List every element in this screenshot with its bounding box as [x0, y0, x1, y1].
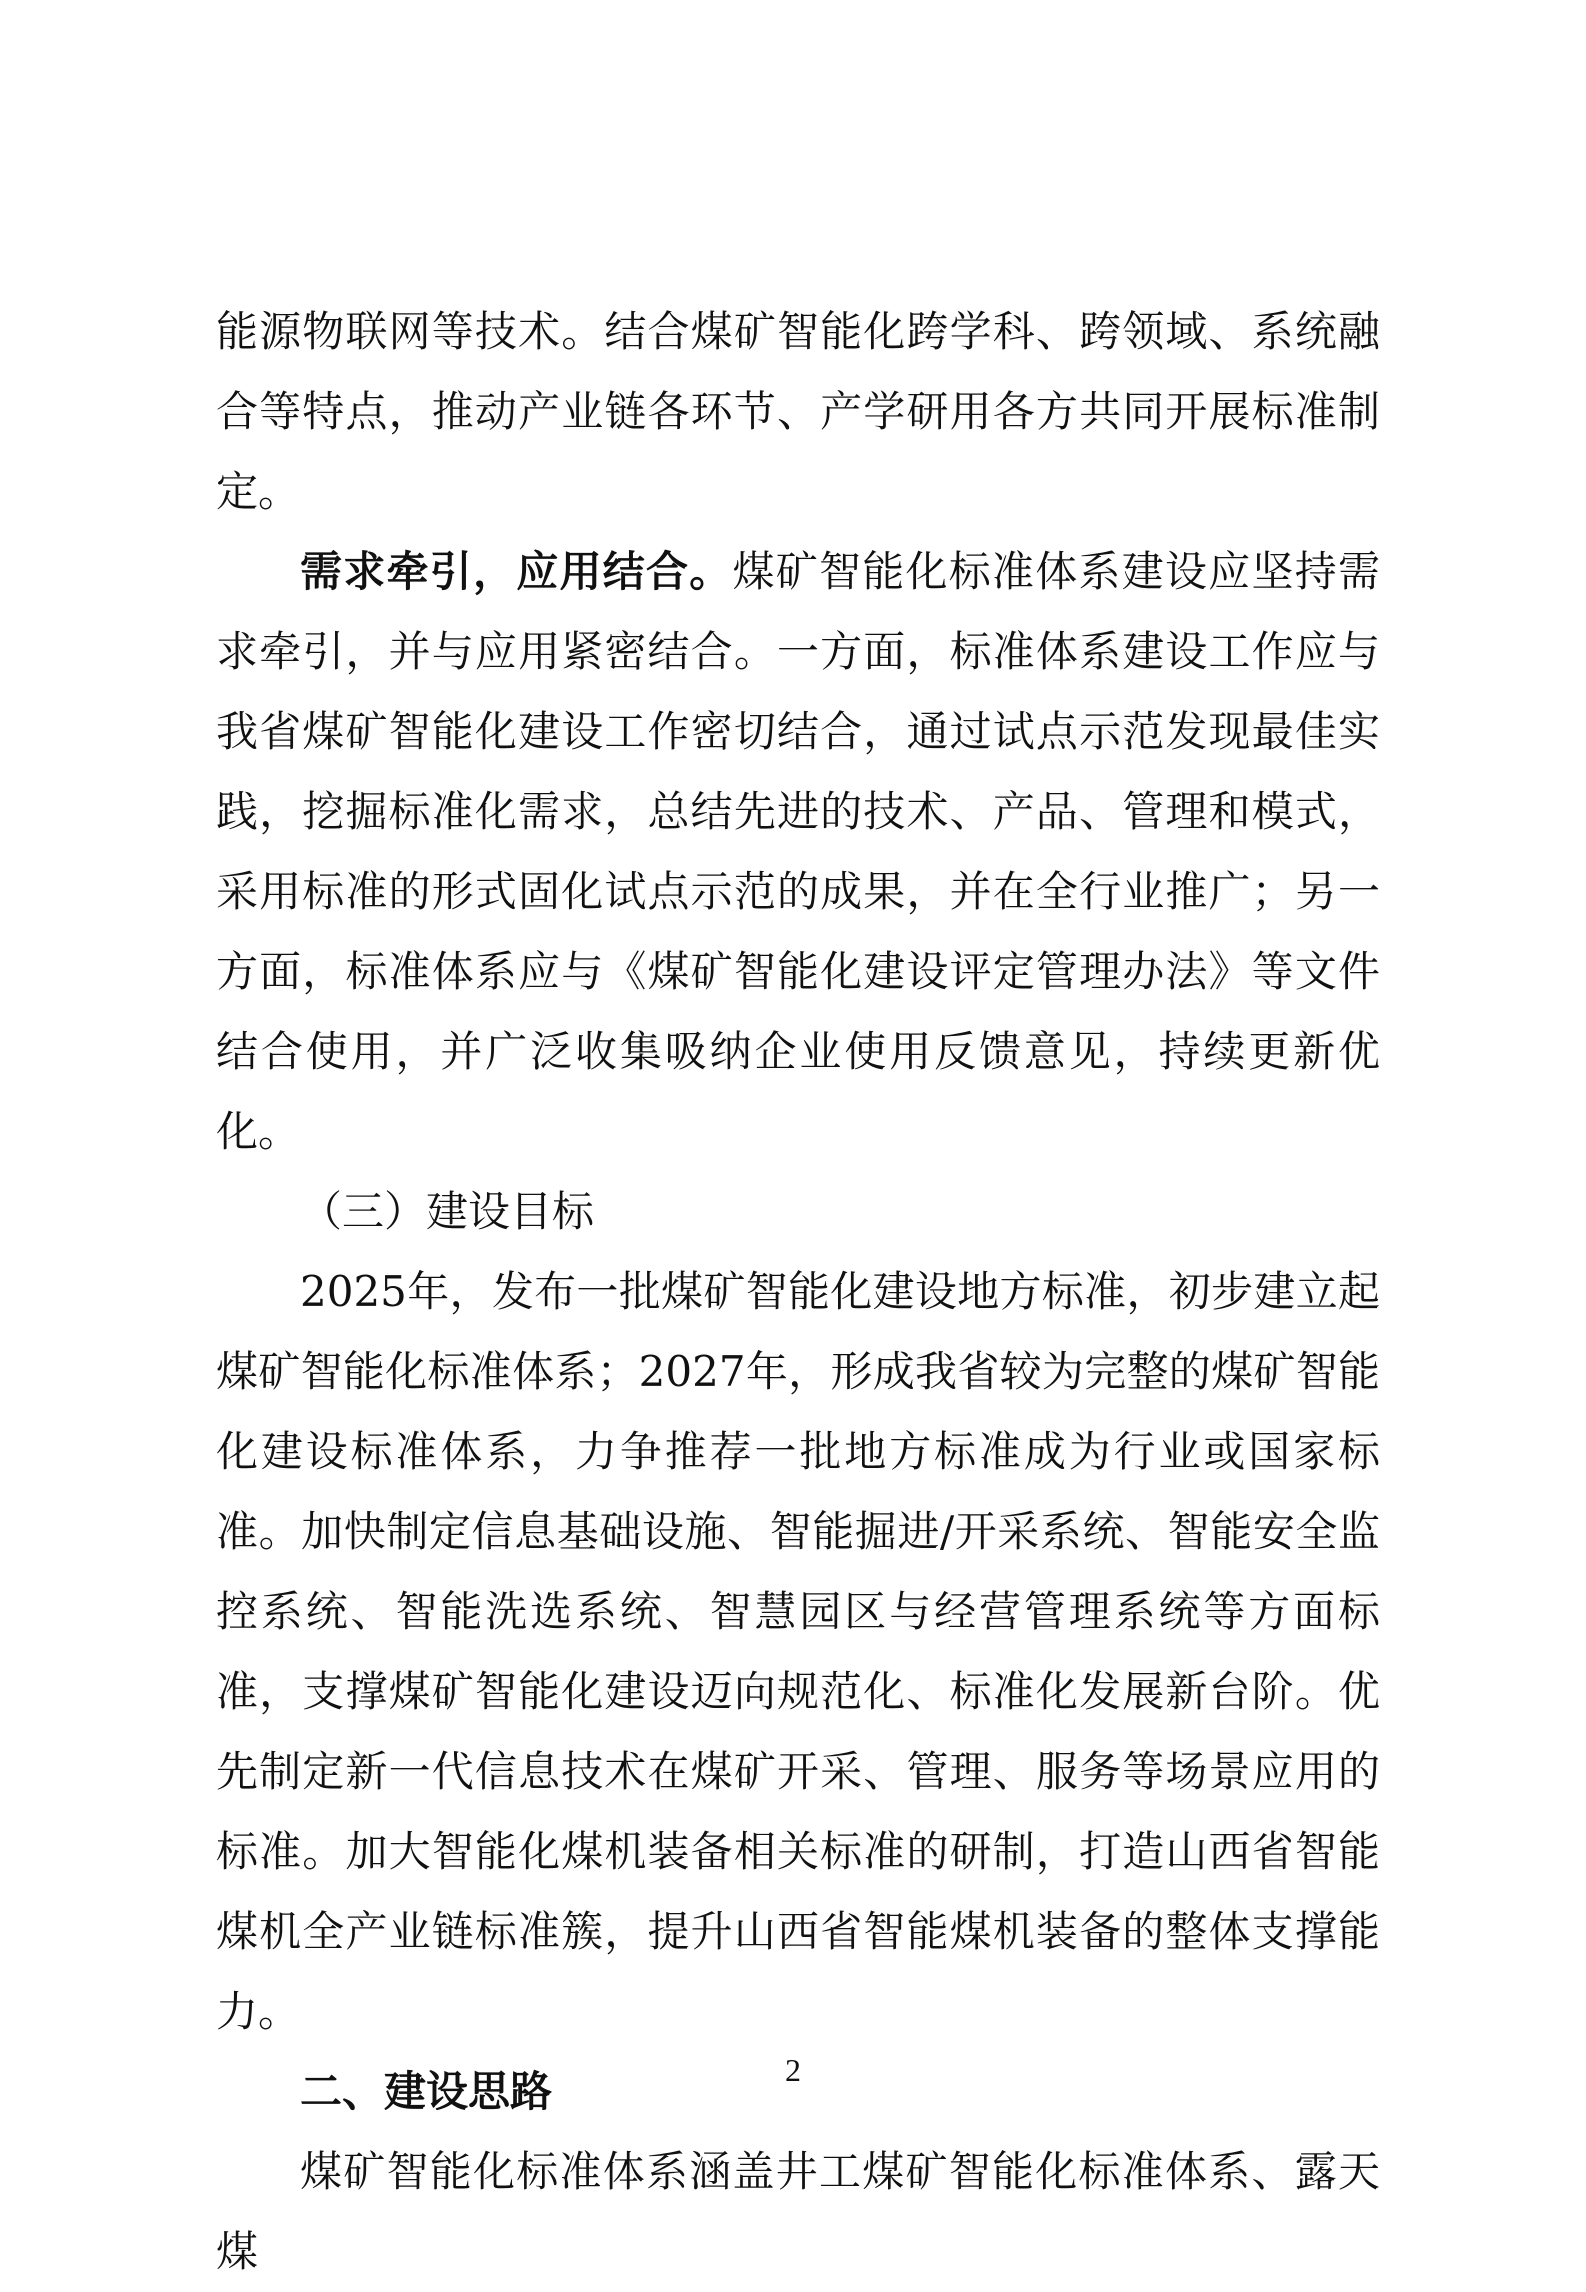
paragraph-continuation: 能源物联网等技术。结合煤矿智能化跨学科、跨领域、系统融合等特点，推动产业链各环节、产学研用各方共同开展标准制定。 [216, 307, 1380, 516]
document-body [216, 292, 1380, 2292]
section-heading-goals: （三）建设目标 [300, 1187, 595, 1236]
paragraph-approach: 煤矿智能化标准体系涵盖井工煤矿智能化标准体系、露天煤 [216, 2147, 1380, 2276]
paragraph-goals: 2025年，发布一批煤矿智能化建设地方标准，初步建立起煤矿智能化标准体系；2027年，形成我省较为完整的煤矿智能化建设标准体系，力争推荐一批地方标准成为行业或国家标准。加快制定信息基础设施、智能掘进/开采系统、智能安全监控系统、智能洗选系统、智慧园区与经营管理系统等方面标准，支撑煤矿智能化建设迈向规范化、标准化发展新台阶。优先制定新一代信息技术在煤矿开采、管理、服务等场景应用的标准。加大智能化煤机装备相关标准的研制，打造山西省智能煤机全产业链标准簇，提升山西省智能煤机装备的整体支撑能力。 [216, 1267, 1380, 2036]
section-heading-approach: 二、建设思路 [300, 2067, 553, 2116]
page-number: 2 [785, 2052, 801, 2088]
paragraph-demand-driven [216, 532, 1380, 1172]
paragraph-body: 煤矿智能化标准体系建设应坚持需求牵引，并与应用紧密结合。一方面，标准体系建设工作应与我省煤矿智能化建设工作密切结合，通过试点示范发现最佳实践，挖掘标准化需求，总结先进的技术、产品、管理和模式，采用标准的形式固化试点示范的成果，并在全行业推广；另一方面，标准体系应与《煤矿智能化建设评定管理办法》等文件结合使用，并广泛收集吸纳企业使用反馈意见，持续更新优化。 [216, 547, 1380, 1156]
paragraph-lead-bold: 需求牵引，应用结合。 [300, 547, 733, 596]
